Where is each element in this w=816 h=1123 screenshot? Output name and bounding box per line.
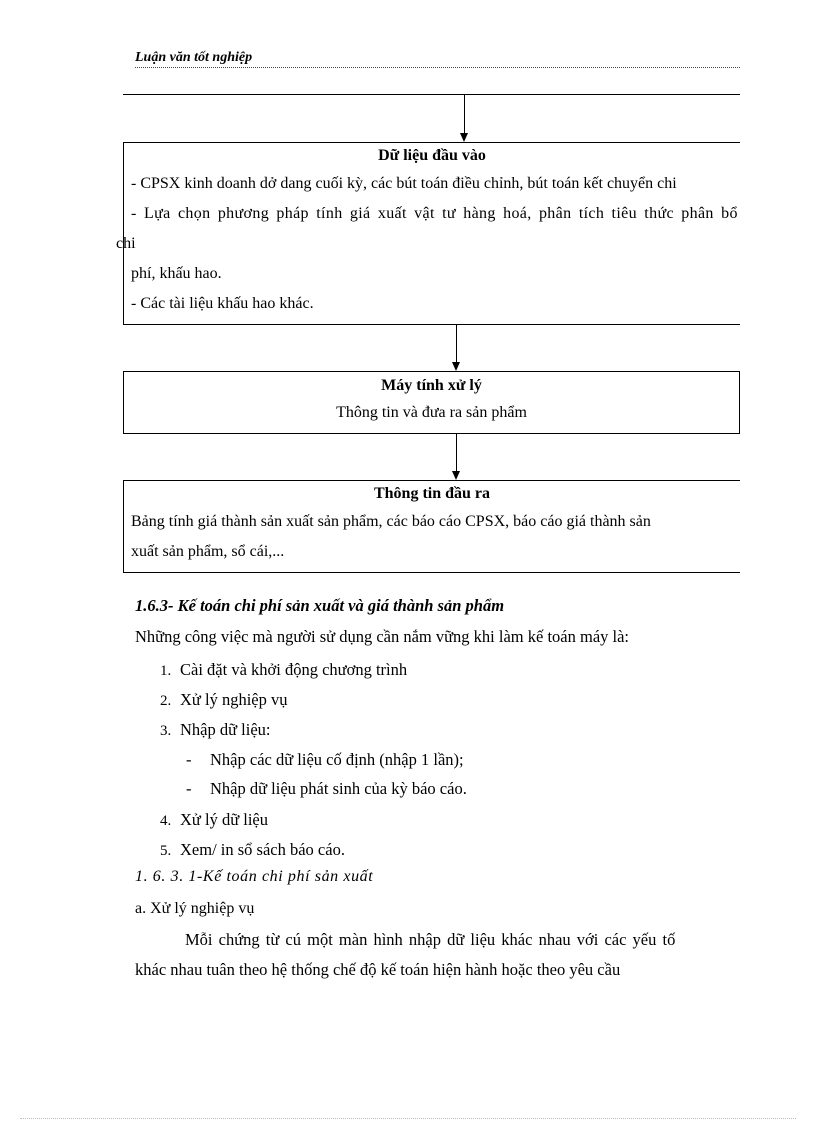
list-item: [160, 810, 268, 830]
list-text: Xử lý nghiệp vụ: [180, 690, 288, 709]
output-data-box: [123, 480, 740, 573]
input-box-line: - Các tài liệu khấu hao khác.: [131, 295, 314, 312]
arrow-line-bottom: [456, 434, 457, 472]
section-intro: Những công việc mà người sử dụng cần nắm vững khi làm kế toán máy là:: [135, 627, 630, 646]
input-box-line: - CPSX kinh doanh dở dang cuối kỳ, các bút toán điều chỉnh, bút toán kết chuyển chi: [131, 175, 677, 192]
footer-dotted-rule: [20, 1118, 796, 1119]
header-dotted-rule: [135, 67, 740, 68]
body-paragraph-line: khác nhau tuân theo hệ thống chế độ kế toán hiện hành hoặc theo yêu cầu: [135, 960, 621, 979]
body-paragraph-line: Mỗi chứng từ cú một màn hình nhập dữ liệu khác nhau với các yếu tố: [185, 930, 676, 949]
sub-list-text: Nhập các dữ liệu cố định (nhập 1 lần);: [210, 750, 464, 769]
list-text: Xử lý dữ liệu: [180, 810, 269, 829]
input-box-line: phí, khấu hao.: [131, 265, 222, 282]
process-box-subtitle: Thông tin và đưa ra sản phẩm: [336, 404, 527, 421]
section-heading: 1.6.3- Kế toán chi phí sản xuất và giá thành sản phẩm: [135, 596, 505, 615]
sub-list-item: [186, 779, 467, 799]
list-number: 3.: [160, 723, 172, 739]
output-box-line: xuất sản phẩm, sổ cái,...: [131, 543, 285, 560]
list-item: [160, 690, 287, 710]
sub-list-item: [186, 750, 464, 770]
sub-list-text: Nhập dữ liệu phát sinh của kỳ báo cáo.: [210, 779, 467, 798]
arrow-down-icon: [452, 362, 460, 371]
subsection-heading: 1. 6. 3. 1-Kế toán chi phí sản xuất: [135, 868, 374, 885]
input-box-line: chi: [116, 235, 136, 252]
arrow-down-icon: [452, 471, 460, 480]
arrow-down-icon: [460, 133, 468, 142]
arrow-line-middle: [456, 325, 457, 363]
list-number: 1.: [160, 663, 172, 679]
item-a-heading: a. Xử lý nghiệp vụ: [135, 900, 255, 917]
process-box-title: Máy tính xử lý: [381, 377, 482, 394]
list-text: Nhập dữ liệu:: [180, 720, 271, 739]
output-box-title: Thông tin đầu ra: [373, 485, 491, 502]
page-header-title: Luận văn tốt nghiệp: [135, 50, 253, 65]
input-data-box: [116, 142, 740, 325]
list-item: [160, 840, 345, 860]
input-box-line: - Lựa chọn phương pháp tính giá xuất vật tư hàng hoá, phân tích tiêu thức phân bổ: [131, 205, 738, 222]
list-text: Xem/ in sổ sách báo cáo.: [180, 840, 345, 859]
list-item: [160, 720, 271, 740]
list-number: 5.: [160, 843, 172, 859]
process-box: [123, 371, 740, 434]
list-number: 2.: [160, 693, 172, 709]
list-item: [160, 660, 407, 680]
output-box-line: Bảng tính giá thành sản xuất sản phẩm, các báo cáo CPSX, báo cáo giá thành sản: [131, 513, 651, 530]
list-number: 4.: [160, 813, 172, 829]
sub-list-bullet: -: [186, 779, 192, 798]
input-box-title: Dữ liệu đầu vào: [378, 147, 486, 164]
arrow-line-top: [464, 95, 465, 134]
header-rule: [123, 94, 740, 95]
sub-list-bullet: -: [186, 750, 192, 769]
list-text: Cài đặt và khởi động chương trình: [180, 660, 408, 679]
